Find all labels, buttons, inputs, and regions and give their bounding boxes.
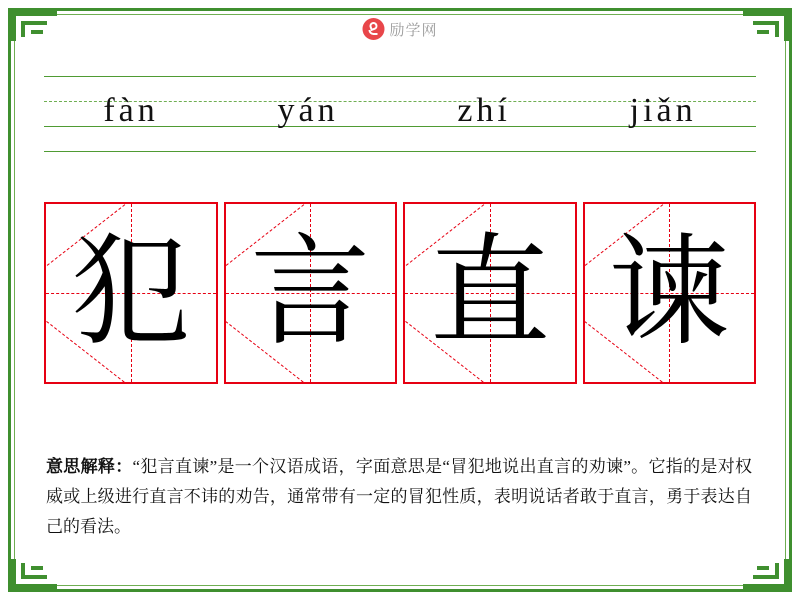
pinyin-syllable: zhí (457, 92, 511, 129)
explanation-text: “犯言直谏”是一个汉语成语，字面意思是“冒犯地说出直言的劝谏”。它指的是对权威或上级进行直言不讳的劝告，通常带有一定的冒犯性质，表明说话者敢于直言，勇于表达自己的看法。 (46, 457, 752, 536)
pinyin-syllable: yán (277, 92, 339, 129)
pinyin-syllable: jiǎn (629, 92, 697, 129)
site-logo[interactable] (362, 18, 437, 40)
character-glyph: 谏 (609, 226, 730, 359)
tianzige-cell (583, 202, 757, 384)
explanation-label: 意思解释： (46, 457, 133, 476)
character-grid (44, 202, 756, 384)
tianzige-cell (403, 202, 577, 384)
flame-logo-icon (362, 18, 384, 40)
tianzige-cell (44, 202, 218, 384)
corner-ornament-bottom-right (743, 553, 789, 589)
corner-ornament-top-left (11, 11, 57, 47)
character-glyph: 言 (250, 226, 371, 359)
pinyin-row (44, 76, 756, 152)
corner-ornament-bottom-left (11, 553, 57, 589)
corner-ornament-top-right (743, 11, 789, 47)
pinyin-syllable: fàn (103, 92, 159, 129)
site-logo-text: 励学网 (389, 21, 438, 39)
pinyin-staff (44, 76, 756, 152)
explanation-block (46, 452, 752, 541)
character-glyph: 直 (429, 226, 550, 359)
tianzige-cell (224, 202, 398, 384)
character-glyph: 犯 (70, 226, 191, 359)
